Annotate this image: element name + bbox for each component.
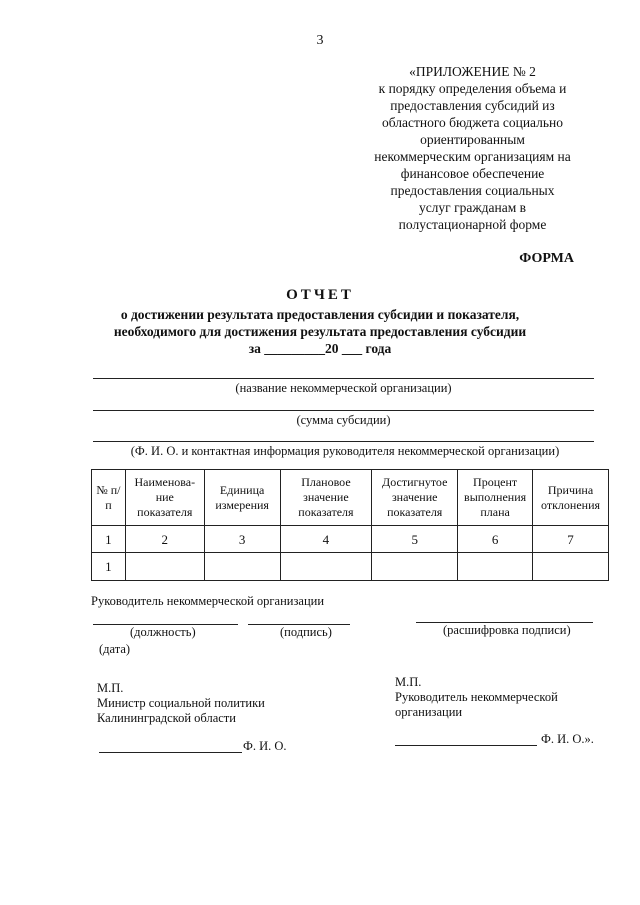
subsidy-line[interactable] [93, 410, 594, 411]
left-signer-line: Министр социальной политики [97, 696, 265, 710]
left-signer-line: Калининградской области [97, 711, 236, 725]
table-cell: 5 [372, 526, 458, 553]
table-header-cell: Процент выполнения плана [458, 470, 533, 526]
table-cell: 6 [458, 526, 533, 553]
appendix-line: полустационарной форме [398, 217, 547, 232]
right-signer-line: организации [395, 705, 463, 719]
head-info-line[interactable] [93, 441, 594, 442]
table-cell: 1 [92, 526, 126, 553]
table-header-cell: Достигнутое значение показателя [372, 470, 458, 526]
appendix-line: предоставления субсидий из [390, 98, 555, 113]
table-cell: 3 [204, 526, 280, 553]
appendix-line: «ПРИЛОЖЕНИЕ № 2 [409, 64, 536, 79]
indicator-table [91, 469, 609, 581]
page-number: 3 [316, 33, 324, 48]
appendix-line: областного бюджета социально [381, 115, 564, 130]
left-fio: Ф. И. О. [243, 739, 287, 753]
left-signature-line[interactable] [99, 752, 242, 753]
position-caption: (должность) [130, 625, 196, 639]
report-subtitle-line: необходимого для достижения результата предоставления субсидии [113, 324, 527, 339]
right-fio: Ф. И. О.». [541, 732, 594, 746]
org-name-line[interactable] [93, 378, 594, 379]
table-header-cell: № п/п [92, 470, 126, 526]
right-signer-line: Руководитель некоммерческой [395, 690, 558, 704]
appendix-block [340, 63, 605, 233]
org-name-caption: (название некоммерческой организации) [235, 381, 452, 395]
appendix-line: финансовое обеспечение [400, 166, 545, 181]
appendix-line: к порядку определения объема и [378, 81, 567, 96]
table-cell[interactable] [204, 553, 280, 581]
appendix-line: предоставления социальных [390, 183, 555, 198]
table-header-row [92, 470, 609, 526]
table-cell: 1 [92, 553, 126, 581]
report-subtitle-line: о достижении результата предоставления субсидии и показателя, [120, 307, 520, 322]
report-title: ОТЧЕТ [286, 287, 354, 303]
form-label: ФОРМА [519, 251, 574, 266]
table-cell[interactable] [125, 553, 204, 581]
table-cell: 2 [125, 526, 204, 553]
date-caption: (дата) [99, 642, 131, 656]
table-cell[interactable] [372, 553, 458, 581]
table-cell[interactable] [458, 553, 533, 581]
right-stamp-label: М.П. [395, 675, 422, 689]
report-period: за _________20 ___ года [248, 341, 392, 356]
appendix-line: услуг гражданам в [418, 200, 527, 215]
head-label: Руководитель некоммерческой организации [91, 594, 325, 608]
table-row [92, 553, 609, 581]
table-cell[interactable] [280, 553, 372, 581]
table-cell: 4 [280, 526, 372, 553]
table-header-cell: Плановое значение показателя [280, 470, 372, 526]
appendix-line: ориентированным [420, 132, 525, 147]
right-signature-line[interactable] [395, 745, 537, 746]
table-cell[interactable] [533, 553, 609, 581]
table-cell: 7 [533, 526, 609, 553]
subsidy-caption: (сумма субсидии) [296, 413, 391, 427]
table-header-cell: Причина отклонения [533, 470, 609, 526]
table-header-cell: Наименова-ние показателя [125, 470, 204, 526]
left-stamp-label: М.П. [97, 681, 124, 695]
appendix-line: некоммерческим организациям на [374, 149, 571, 164]
signature-caption: (подпись) [280, 625, 332, 639]
report-subtitle [0, 306, 640, 357]
decoding-caption: (расшифровка подписи) [443, 623, 571, 637]
table-header-cell: Единица измерения [204, 470, 280, 526]
head-info-caption: (Ф. И. О. и контактная информация руководителя некоммерческой организации) [130, 444, 560, 458]
table-number-row [92, 526, 609, 553]
